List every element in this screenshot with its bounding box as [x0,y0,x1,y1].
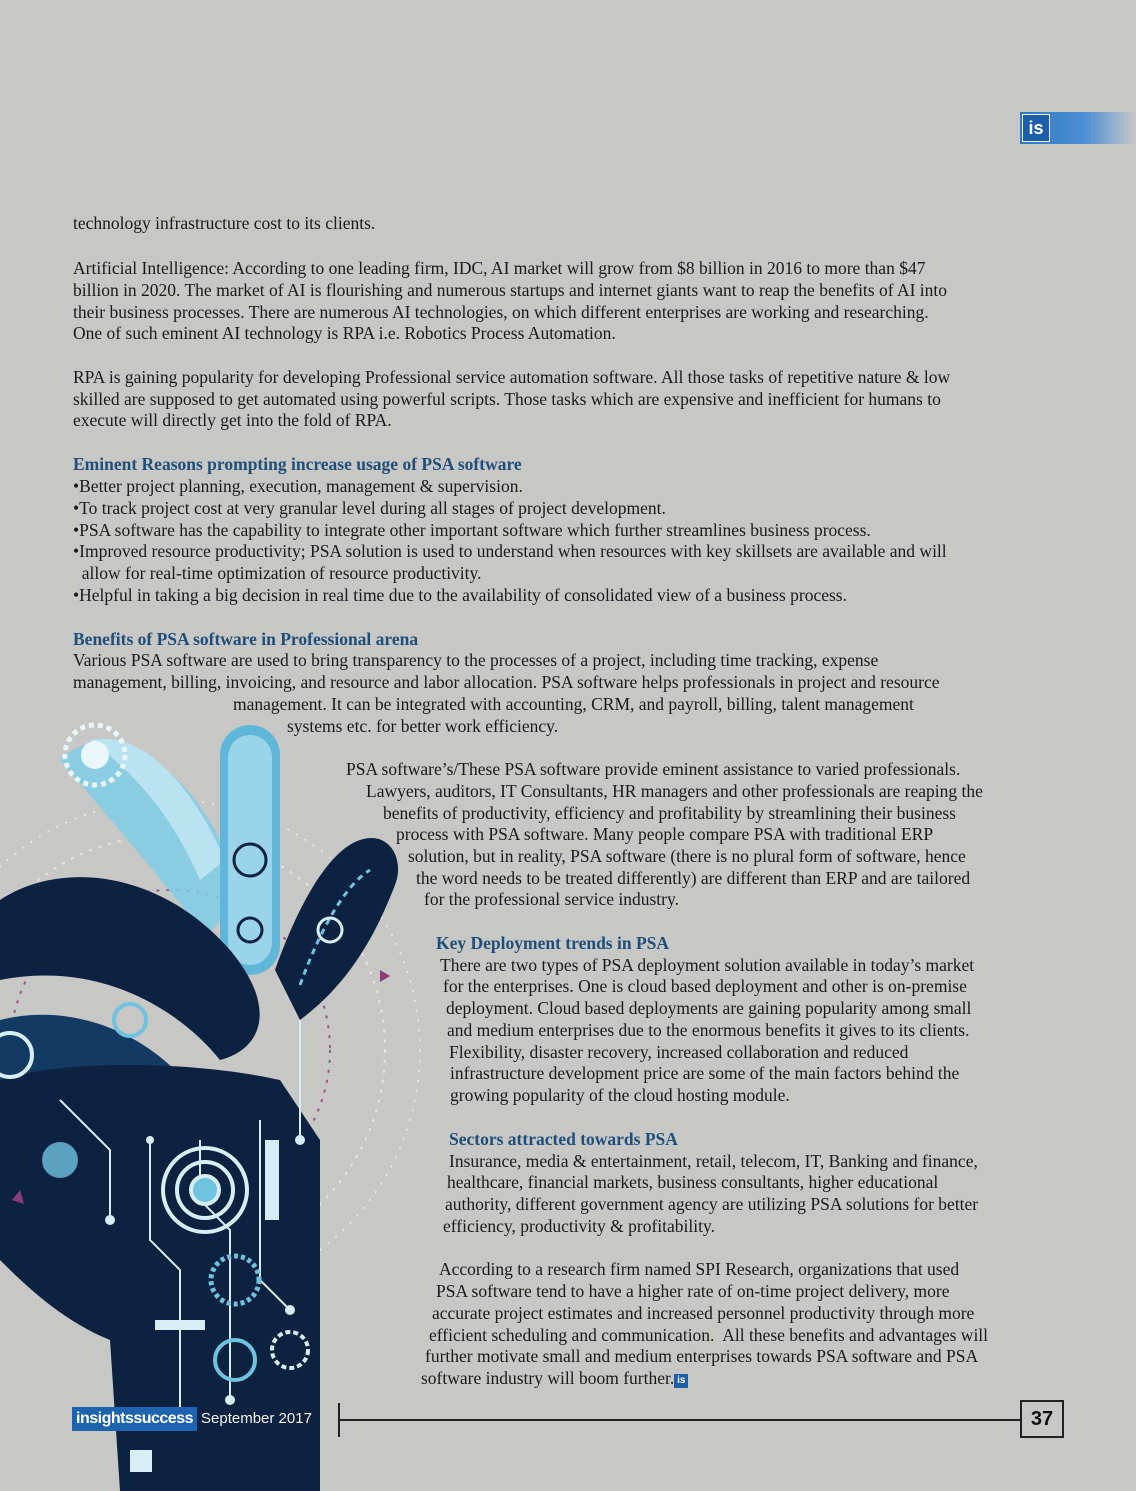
bullet-item: •Helpful in taking a big decision in real time due to the availability of consolidated view of a business process. [73,585,847,605]
brand-logo: insightssuccess [72,1407,197,1431]
section-heading: Key Deployment trends in PSA [436,933,670,953]
bullet-item: •PSA software has the capability to integrate other important software which further streamlines business process. [73,520,871,540]
section-heading: Sectors attracted towards PSA [449,1129,678,1149]
text-line: management. It can be integrated with accounting, CRM, and payroll, billing, talent management [233,694,914,714]
text-line: systems etc. for better work efficiency. [287,716,559,736]
header-accent-tab [1020,112,1136,144]
text-line: and medium enterprises due to the enormous benefits it gives to its clients. [447,1020,970,1040]
text-line: their business processes. There are numerous AI technologies, on which different enterprises are working and researching. [73,302,929,322]
bullet-item: •Better project planning, execution, management & supervision. [73,476,523,496]
footer-rule [340,1419,1020,1421]
text-line: Insurance, media & entertainment, retail, telecom, IT, Banking and finance, [449,1151,978,1171]
text-line: Lawyers, auditors, IT Consultants, HR managers and other professionals are reaping the [366,781,983,801]
text-line: solution, but in reality, PSA software (there is no plural form of software, hence [408,846,966,866]
text-line: efficiency, productivity & profitability. [443,1216,715,1236]
end-of-article-logo-icon: is [674,1374,688,1388]
text-line: further motivate small and medium enterprises towards PSA software and PSA [425,1346,979,1366]
text-line: growing popularity of the cloud hosting module. [450,1085,790,1105]
text-line: There are two types of PSA deployment solution available in today’s market [440,955,975,975]
text-line: management, billing, invoicing, and resource and labor allocation. PSA software helps professionals in project and resource [73,672,940,692]
text-line-final-text: software industry will boom further. [421,1368,675,1388]
text-line: billion in 2020. The market of AI is flourishing and numerous startups and internet giants want to reap the benefits of AI into [73,280,948,300]
issue-date: September 2017 [201,1410,312,1427]
text-line: authority, different government agency are utilizing PSA solutions for better [445,1194,979,1214]
footer-brand [72,1406,312,1432]
text-line: deployment. Cloud based deployments are gaining popularity among small [446,998,972,1018]
text-line: Various PSA software are used to bring transparency to the processes of a project, including time tracking, expense [73,650,879,670]
text-line: execute will directly get into the fold of RPA. [73,410,392,430]
text-line: Flexibility, disaster recovery, increased collaboration and reduced [449,1042,909,1062]
text-line: process with PSA software. Many people compare PSA with traditional ERP [396,824,934,844]
text-line: accurate project estimates and increased personnel productivity through more [432,1303,975,1323]
bullet-item: •To track project cost at very granular level during all stages of project development. [73,498,666,518]
text-line: PSA software’s/These PSA software provide eminent assistance to varied professionals. [346,759,961,779]
bullet-item: •Improved resource productivity; PSA solution is used to understand when resources with key skillsets are available and will [73,541,947,561]
text-line: healthcare, financial markets, business consultants, higher educational [447,1172,939,1192]
text-line: for the enterprises. One is cloud based deployment and other is on-premise [443,976,967,996]
bullet-item-continued: allow for real-time optimization of resource productivity. [73,563,482,583]
text-line: RPA is gaining popularity for developing Professional service automation software. All those tasks of repetitive nature & low [73,367,951,387]
text-line: infrastructure development price are some of the main factors behind the [450,1063,960,1083]
text-line: efficient scheduling and communication. All these benefits and advantages will [429,1325,989,1345]
text-line: benefits of productivity, efficiency and profitability by streamlining their business [383,803,956,823]
text-line: skilled are supposed to get automated using powerful scripts. Those tasks which are expensive and inefficient for humans to [73,389,941,409]
page-number: 37 [1020,1400,1064,1438]
robot-hand-gears-illustration [0,720,440,1491]
text-line: for the professional service industry. [424,889,679,909]
text-line: According to a research firm named SPI Research, organizations that used [439,1259,960,1279]
text-line: One of such eminent AI technology is RPA i.e. Robotics Process Automation. [73,323,616,343]
text-line: PSA software tend to have a higher rate of on-time project delivery, more [436,1281,950,1301]
section-heading: Eminent Reasons prompting increase usage of PSA software [73,454,522,474]
intro-line: technology infrastructure cost to its clients. [73,213,376,233]
text-line-final [421,1368,688,1390]
text-line: Artificial Intelligence: According to one leading firm, IDC, AI market will grow from $8 billion in 2016 to more than $47 [73,258,926,278]
magazine-logo-icon: is [1022,114,1050,142]
text-line: the word needs to be treated differently) are different than ERP and are tailored [416,868,971,888]
section-heading: Benefits of PSA software in Professional arena [73,629,419,649]
